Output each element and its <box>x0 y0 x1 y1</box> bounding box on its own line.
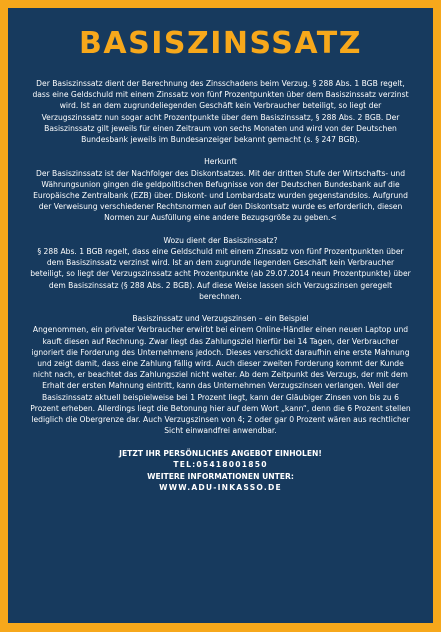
section-heading: Basiszinssatz und Verzugszinsen – ein Beispiel <box>132 314 309 324</box>
section-text: Der Basiszinssatz ist der Nachfolger des Diskontsatzes. Mit der dritten Stufe der Wirtschafts- und Währungsunion gingen die geldpolitischen Befugnisse von der Deutschen Bundesbank auf die Europäische Zentralbank (EZB) über. Diskont- und Lombardsatz wurden gegenstandslos. Aufgrund der Verweisung verschiedener Rechtsnormen auf den Diskontsatz wurde es erforderlich, diesen Normen zur Ausfüllung eine andere Bezugsgröße zu geben.< <box>33 168 408 223</box>
article-body <box>8 78 433 494</box>
page-title: BASISZINSSATZ <box>79 26 362 61</box>
section-herkunft <box>30 156 411 223</box>
intro-paragraph <box>30 78 411 145</box>
intro-text: Der Basiszinssatz dient der Berechnung des Zinsschadens beim Verzug. § 288 Abs. 1 BGB regelt, dass eine Geldschuld mit einem Zinssatz von fünf Prozentpunkten über dem Basiszinssatz verzinst wird. Ist an dem zugrundeliegenden Geschäft kein Verbraucher beteiligt, so liegt der Verzugszinssatz nun sogar acht Prozentpunkte über dem Basiszinssatz, § 288 Abs. 2 BGB. Der Basiszinssatz gilt jeweils für einen Zeitraum von sechs Monaten und wird von der Deutschen Bundesbank jeweils im Bundesanzeiger bekannt gemacht (s. § 247 BGB). <box>32 79 409 145</box>
section-heading: Herkunft <box>204 157 237 167</box>
section-beispiel <box>30 313 411 436</box>
section-heading: Wozu dient der Basiszinssatz? <box>163 235 278 245</box>
cta-info-label: WEITERE INFORMATIONEN UNTER: <box>147 471 294 481</box>
cta-headline: JETZT IHR PERSÖNLICHES ANGEBOT EINHOLEN! <box>119 448 322 458</box>
content-panel <box>8 8 433 623</box>
section-text: § 288 Abs. 1 BGB regelt, dass eine Geldschuld mit einem Zinssatz von fünf Prozentpunkten über dem Basiszinssatz verzinst wird. Ist an dem zugrunde liegenden Geschäft kein Verbraucher beteiligt, so liegt der Verzugszinssatz acht Prozentpunkte (ab 29.07.2014 neun Prozentpunkte) über dem Basiszinssatz (§ 288 Abs. 2 BGB). Auf diese Weise lassen sich Verzugszinsen geregelt berechnen. <box>30 247 411 301</box>
call-to-action <box>30 448 411 494</box>
section-wozu <box>30 235 411 302</box>
cta-phone[interactable]: TEL:05418001850 <box>173 460 268 470</box>
section-text: Angenommen, ein privater Verbraucher erwirbt bei einem Online-Händler einen neuen Laptop und kauft diesen auf Rechnung. Zwar liegt das Zahlungsziel hierfür bei 14 Tagen, der Verbraucher ignoriert die Forderung des Unternehmens jedoch. Dieses verschickt daraufhin eine erste Mahnung und zeigt damit, dass eine Zahlung fällig wird. Auch dieser zweiten Forderung kommt der Kunde nicht nach, er beachtet das Zahlungsziel nicht weiter. Ab dem Zeitpunkt des Verzugs, der mit dem Erhalt der ersten Mahnung eintritt, kann das Unternehmen Verzugszinsen verlangen. Weil der Basiszinssatz aktuell beispielweise bei 1 Prozent liegt, kann der Gläubiger Zinsen von bis zu 6 Prozent erheben. Allerdings liegt die Betonung hier auf dem Wort „kann“, denn die 6 Prozent stellen lediglich die Obergrenze dar. Auch Verzugszinsen von 4; 2 oder gar 0 Prozent wären aus rechtlicher Sicht einwandfrei anwendbar. <box>30 325 411 436</box>
cta-website-link[interactable]: WWW.ADU-INKASSO.DE <box>159 483 282 493</box>
